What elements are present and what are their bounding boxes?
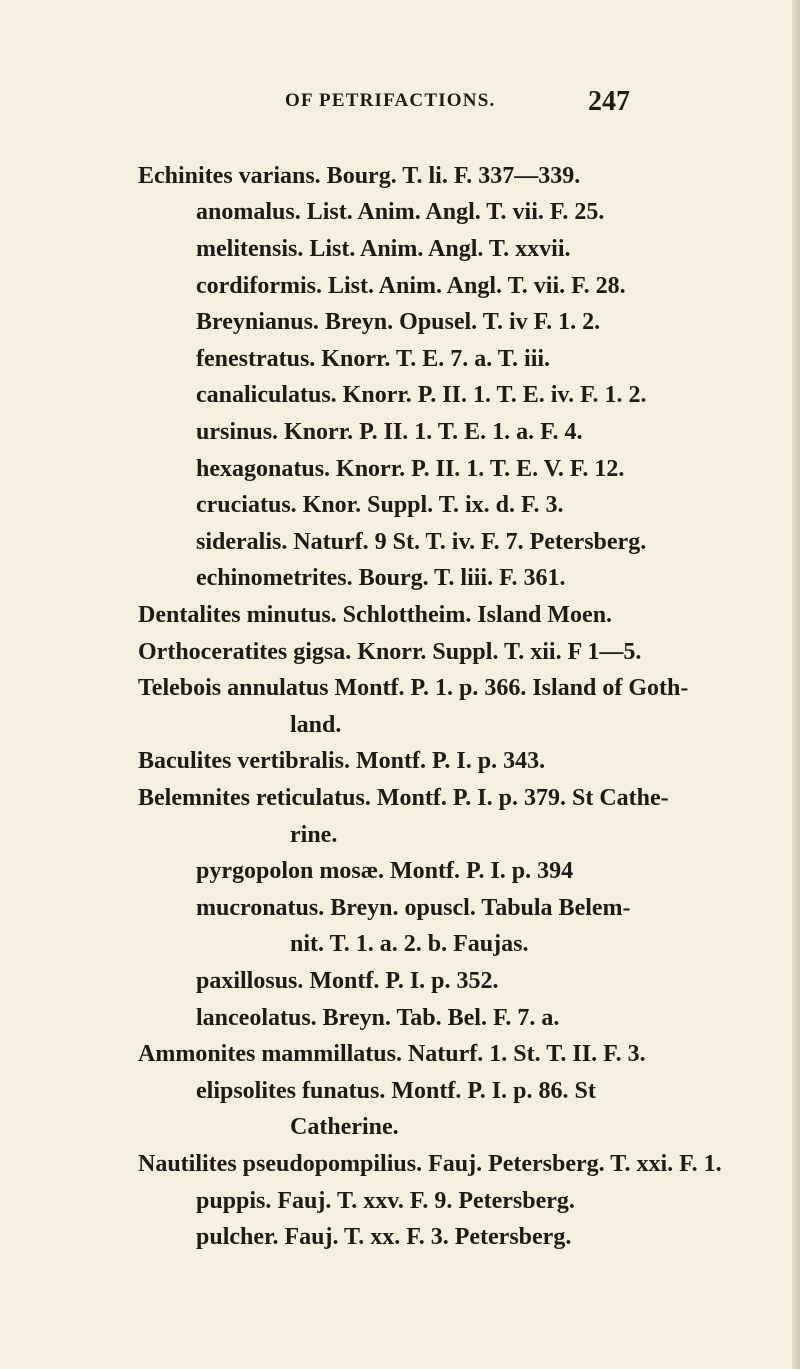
catalogue-line: Ammonites mammillatus. Naturf. 1. St. T. II. F. 3. <box>138 1041 646 1067</box>
catalogue-line: cruciatus. Knor. Suppl. T. ix. d. F. 3. <box>196 492 564 518</box>
page-number: 247 <box>588 86 630 117</box>
catalogue-line: Breynianus. Breyn. Opusel. T. iv F. 1. 2. <box>196 309 601 335</box>
catalogue-line: melitensis. List. Anim. Angl. T. xxvii. <box>196 236 571 262</box>
catalogue-line: Echinites varians. Bourg. T. li. F. 337—339. <box>138 163 581 189</box>
catalogue-line: Nautilites pseudopompilius. Fauj. Petersberg. T. xxi. F. 1. <box>138 1151 722 1177</box>
catalogue-line: elipsolites funatus. Montf. P. I. p. 86. St <box>196 1078 596 1104</box>
catalogue-line: sideralis. Naturf. 9 St. T. iv. F. 7. Petersberg. <box>196 529 647 555</box>
catalogue-line: canaliculatus. Knorr. P. II. 1. T. E. iv. F. 1. 2. <box>196 382 647 408</box>
catalogue-line: Dentalites minutus. Schlottheim. Island Moen. <box>138 602 613 628</box>
catalogue-line: ursinus. Knorr. P. II. 1. T. E. 1. a. F. 4. <box>196 419 583 445</box>
running-head: OF PETRIFACTIONS. <box>285 90 496 111</box>
catalogue-line: anomalus. List. Anim. Angl. T. vii. F. 25. <box>196 199 605 225</box>
catalogue-line: echinometrites. Bourg. T. liii. F. 361. <box>196 565 566 591</box>
catalogue-line: rine. <box>290 822 338 848</box>
catalogue-line: pyrgopolon mosæ. Montf. P. I. p. 394 <box>196 858 574 884</box>
catalogue-line: puppis. Fauj. T. xxv. F. 9. Petersberg. <box>196 1188 575 1214</box>
catalogue-line: pulcher. Fauj. T. xx. F. 3. Petersberg. <box>196 1224 572 1250</box>
catalogue-line: nit. T. 1. a. 2. b. Faujas. <box>290 931 529 957</box>
catalogue-line: Telebois annulatus Montf. P. 1. p. 366. Island of Goth- <box>138 675 689 701</box>
catalogue-line: paxillosus. Montf. P. I. p. 352. <box>196 968 499 994</box>
page-edge-shadow <box>792 0 800 1369</box>
catalogue-line: Baculites vertibralis. Montf. P. I. p. 343. <box>138 748 546 774</box>
page-header <box>0 86 800 120</box>
catalogue-line: Orthoceratites gigsa. Knorr. Suppl. T. xii. F 1—5. <box>138 639 642 665</box>
catalogue-line: Catherine. <box>290 1114 399 1140</box>
catalogue-line: lanceolatus. Breyn. Tab. Bel. F. 7. a. <box>196 1005 560 1031</box>
catalogue-line: mucronatus. Breyn. opuscl. Tabula Belem- <box>196 895 631 921</box>
catalogue-line: fenestratus. Knorr. T. E. 7. a. T. iii. <box>196 346 551 372</box>
catalogue-line: hexagonatus. Knorr. P. II. 1. T. E. V. F. 12. <box>196 456 625 482</box>
catalogue-line: land. <box>290 712 342 738</box>
catalogue-line: cordiformis. List. Anim. Angl. T. vii. F. 28. <box>196 273 626 299</box>
catalogue-line: Belemnites reticulatus. Montf. P. I. p. 379. St Cathe- <box>138 785 669 811</box>
